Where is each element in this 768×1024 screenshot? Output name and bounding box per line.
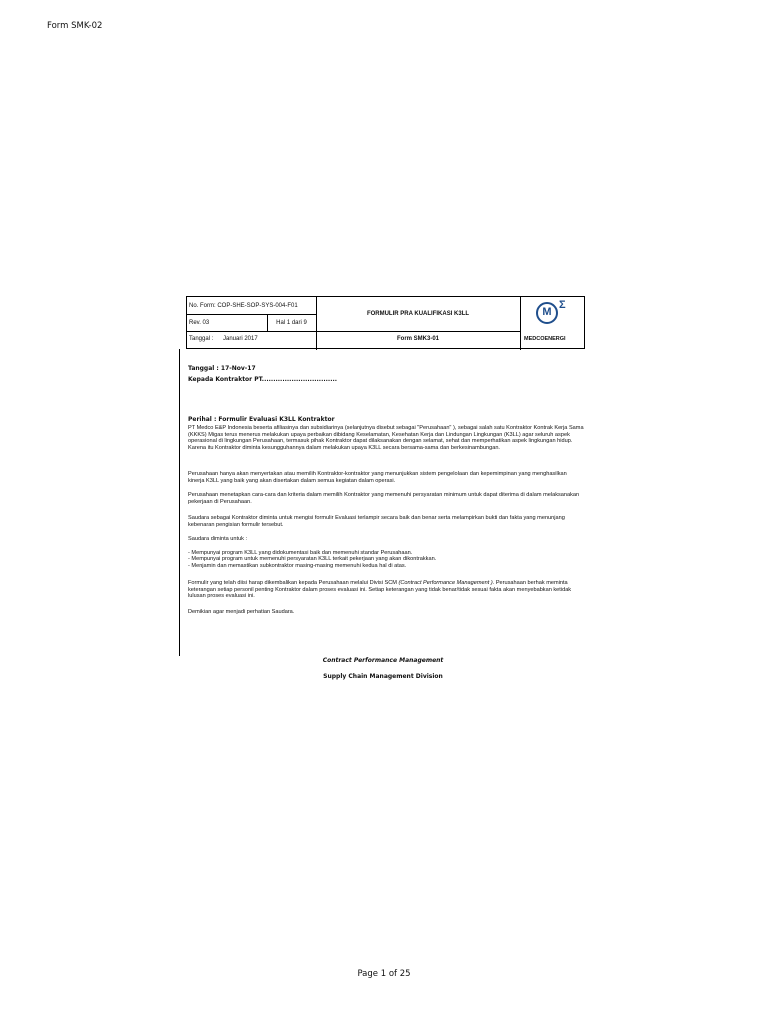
- paragraph-3: Perusahaan menetapkan cara-cara dan kriteria dalam memilih Kontraktor yang memenuhi persyaratan minimum untuk dapat diterima di dalam melaksanakan pekerjaan di Perusahaan.: [188, 492, 580, 505]
- list-item: - Mempunyai program untuk memenuhi persyaratan K3LL terkait pekerjaan yang akan dikontrakkan.: [188, 556, 584, 562]
- closing-paragraph: [188, 580, 584, 600]
- divider: [187, 314, 316, 315]
- page-count: Hal 1 dari 9: [276, 320, 307, 326]
- requirements-list: [188, 550, 584, 569]
- signature-department: Contract Performance Management: [322, 657, 444, 664]
- divider: [316, 297, 317, 350]
- date-value: Januari 2017: [223, 336, 258, 342]
- page-number: Page 1 of 25: [357, 969, 411, 979]
- form-code-label: Form SMK-02: [47, 21, 103, 31]
- paragraph-1: PT Medco E&P Indonesia beserta afiliasinya dan subsidiarinya (selanjutnya disebut sebagai "Perusahaan" ), sebagai salah satu Kontraktor Kontrak Kerja Sama (KKKS) Migas terus menerus melakukan upaya perbaikan dibidang Keselamatan, Kesehatan Kerja dan Lindungan Lingkungan (K3LL) agar seluruh aspek operasional di lingkungan Perusahaan, termasuk pihak Kontraktor dapat dilaksanakan dengan selamat, sehat dan memperhatikan aspek lingkungan hidup. Karena itu Kontraktor diminta kesungguhannya dalam melakukan upaya K3LL secara bersama-sama dan berkesinambungan.: [188, 425, 584, 451]
- left-margin-rule: [179, 349, 180, 656]
- form-code: Form SMK3-01: [396, 336, 439, 342]
- letter-recipient: Kepada Kontraktor PT.................................: [188, 376, 338, 383]
- form-title: FORMULIR PRA KUALIFIKASI K3LL: [366, 311, 470, 317]
- closing-remark: Demikian agar menjadi perhatian Saudara.: [188, 609, 295, 615]
- paragraph-4: Saudara sebagai Kontraktor diminta untuk mengisi formulir Evaluasi terlampir secara baik dan benar serta melampirkan bukti dan fakta yang menunjang kebenaran pengisian formulir tersebut.: [188, 515, 565, 528]
- company-logo: [521, 297, 584, 349]
- document-header-table: [186, 296, 585, 349]
- letter-date: Tanggal : 17-Nov-17: [188, 365, 256, 372]
- closing-text-start: Formulir yang telah diisi harap dikembalikan kepada Perusahaan melalui Divisi SCM: [188, 580, 399, 586]
- paragraph-2: Perusahaan hanya akan menyertakan atau memilih Kontraktor-kontraktor yang menunjukkan sistem pengelolaan dan kepemimpinan yang menghasilkan kinerja K3LL yang baik yang akan disertakan dalam semua kegiatan dalam operasi.: [188, 471, 567, 484]
- closing-text-end: Perusahaan berhak meminta keterangan setiap personil penting Kontraktor dalam proses evaluasi ini. Setiap keterangan yang tidak benar/tidak sesuai fakta akan menyebabkan ketidak lulusan proses evaluasi ini.: [188, 580, 572, 600]
- date-label: Tanggal :: [189, 336, 214, 342]
- list-item: - Menjamin dan memastikan subkontraktor masing-masing memenuhi kedua hal di atas.: [188, 563, 584, 569]
- revision: Rev. 03: [189, 320, 210, 326]
- logo-wordmark-part-2: ENERGI: [544, 336, 566, 342]
- paragraph-5: Saudara diminta untuk :: [188, 536, 248, 542]
- logo-sigma-icon: Σ: [559, 299, 566, 311]
- divider: [187, 331, 520, 332]
- logo-wordmark-part-1: MEDCO: [524, 336, 545, 342]
- letter-subject: Perihal : Formulir Evaluasi K3LL Kontraktor: [188, 416, 335, 423]
- logo-wordmark: [524, 336, 566, 342]
- form-number: No. Form: COP-SHE-SOP-SYS-004-F01: [189, 303, 298, 309]
- closing-text-division: (Contract Performance Management ).: [398, 580, 495, 586]
- list-item: - Mempunyai program K3LL yang didokumentasi baik dan memenuhi standar Perusahaan.: [188, 550, 584, 556]
- logo-letter: M: [542, 306, 552, 318]
- signature-division: Supply Chain Management Division: [323, 673, 443, 680]
